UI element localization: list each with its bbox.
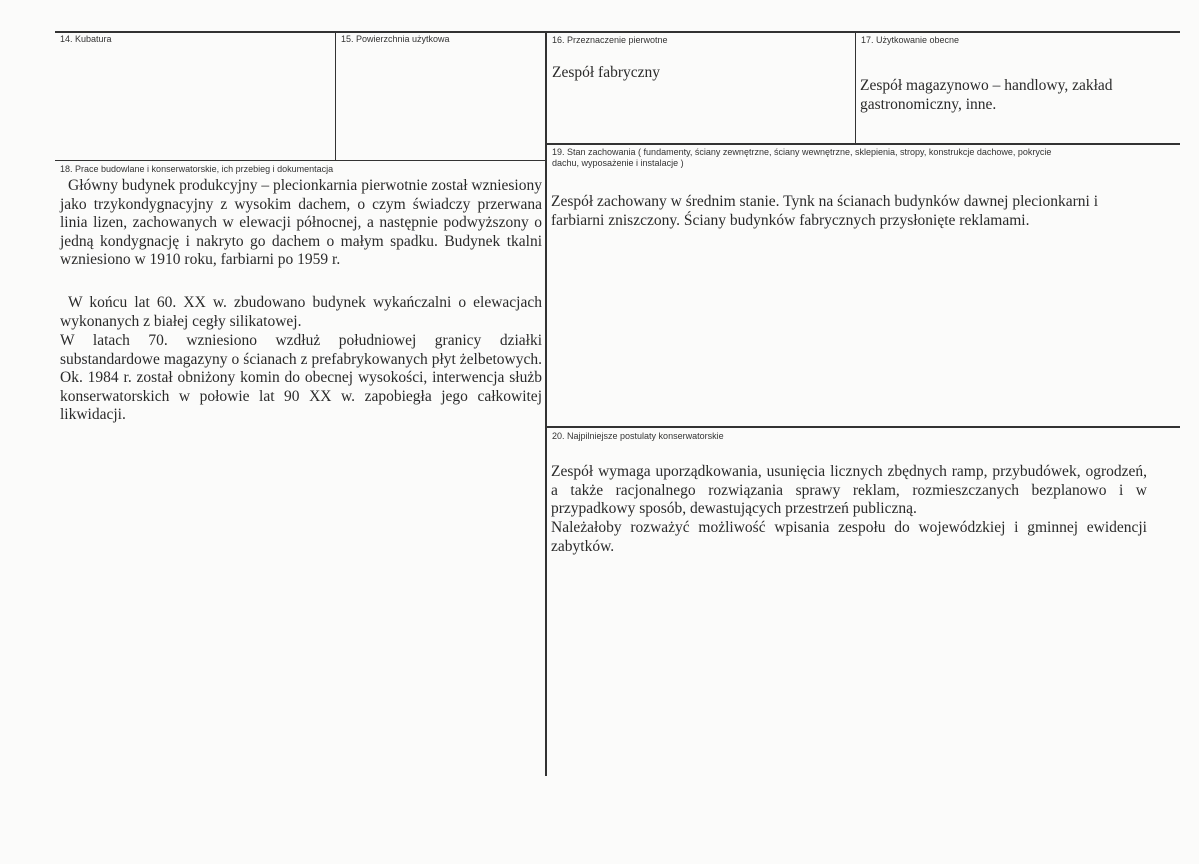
field-20-label: 20. Najpilniejsze postulaty konserwatorskie	[552, 431, 724, 441]
field-19-value: Zespół zachowany w średnim stanie. Tynk na ścianach budynków dawnej plecionkarni i farbiarni zniszczony. Ściany budynków fabrycznych przysłonięte reklamami.	[551, 193, 1099, 229]
field-19-label: 19. Stan zachowania ( fundamenty, ściany zewnętrzne, ściany wewnętrzne, sklepienia, stropy, konstrukcje dachowe, pokrycie dachu, wyposażenie i instalacje )	[552, 147, 1052, 168]
field-18-label: 18. Prace budowlane i konserwatorskie, ich przebieg i dokumentacja	[60, 164, 334, 174]
row-border-left	[55, 160, 546, 161]
row-border-20	[546, 426, 1180, 428]
field-15-label: 15. Powierzchnia użytkowa	[341, 34, 450, 44]
field-20-paragraph: Należałoby rozważyć możliwość wpisania zespołu do wojewódzkiej i gminnej ewidencji zabytków.	[551, 519, 1147, 555]
field-18-paragraph: W końcu lat 60. XX w. zbudowano budynek wykańczalni o elewacjach wykonanych z białej cegły silikatowej.	[60, 294, 542, 330]
field-14-label: 14. Kubatura	[60, 34, 112, 44]
divider	[335, 31, 336, 161]
field-20-paragraph: Zespół wymaga uporządkowania, usunięcia licznych zbędnych ramp, przybudówek, ogrodzeń, a także racjonalnego rozwiązania sprawy reklam, rozmieszczanych bezplanowo i w przypadkowy sposób, dewastujących przestrzeń publiczną.	[551, 463, 1147, 517]
row-border-right	[546, 143, 1180, 145]
field-16-value: Zespół fabryczny	[552, 64, 661, 81]
field-18-paragraph: Główny budynek produkcyjny – plecionkarnia pierwotnie został wzniesiony jako trzykondygnacyjny z wysokim dachem, o czym świadczy przerwana linia lizen, zachowanych w elewacji północnej, a następnie podwyższony o jedną kondygnację i nakryto go dachem o małym spadku. Budynek tkalni wzniesiono w 1910 roku, farbiarni po 1959 r.	[60, 177, 542, 268]
top-border	[55, 31, 1180, 33]
field-17-value: Zespół magazynowo – handlowy, zakład gastronomiczny, inne.	[860, 77, 1113, 113]
field-16-label: 16. Przeznaczenie pierwotne	[552, 35, 668, 45]
field-17-label: 17. Użytkowanie obecne	[861, 35, 960, 45]
field-18-paragraph: W latach 70. wzniesiono wzdłuż południowej granicy działki substandardowe magazyny o ścianach z prefabrykowanych płyt żelbetowych. Ok. 1984 r. został obniżony komin do obecnej wysokości, interwencja służb konserwatorskich w połowie lat 90 XX w. zapobiegła jego całkowitej likwidacji.	[60, 332, 542, 423]
divider	[855, 31, 856, 144]
